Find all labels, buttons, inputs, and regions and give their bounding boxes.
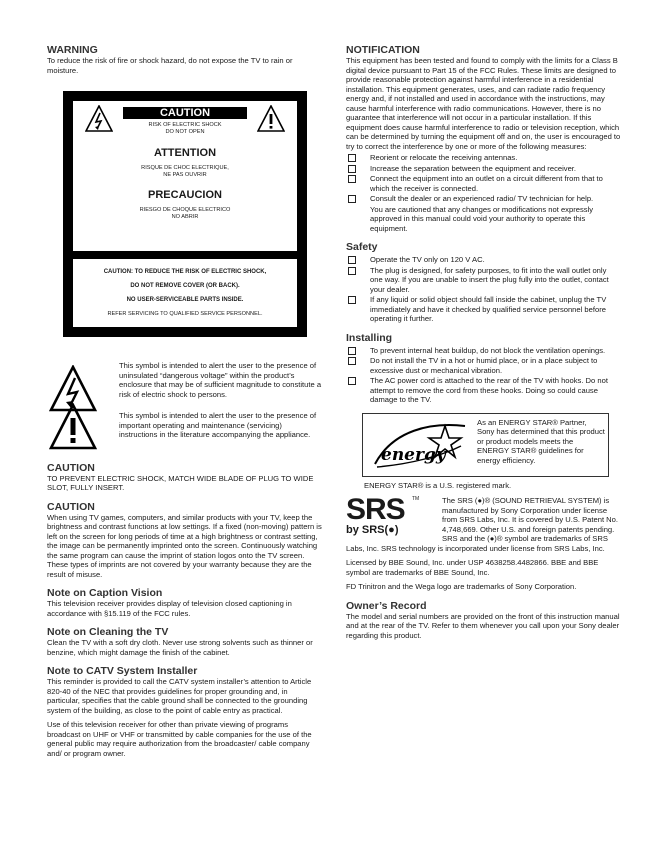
svg-text:energy: energy: [381, 444, 446, 465]
installing-title: Installing: [346, 331, 393, 344]
catv-text-1: This reminder is provided to call the CATV system installer’s attention to Article 820-40 of the NEC that provides guidelines for proper grounding and, in particular, specifies that the cable ground shall be connected to the grounding system of the building, as close to the point of cable entry as practical.: [47, 677, 312, 715]
precaucion-sub2: NO ABRIR: [171, 214, 199, 220]
list-item: Consult the dealer or an experienced radio/ TV technician for help.: [346, 194, 621, 204]
caution-label-bottom: [73, 259, 297, 327]
attention-title: ATTENTION: [153, 147, 217, 159]
installing-list: [346, 346, 621, 405]
caption-title: Note on Caption Vision: [47, 587, 163, 599]
list-item: If any liquid or solid object should fall inside the cabinet, unplug the TV immediately and have it checked by qualified service personnel before operating it further.: [346, 295, 621, 324]
srs-text: The SRS (●)® (SOUND RETRIEVAL SYSTEM) is manufactured by Sony Corporation under license from SRS Labs, Inc. It is covered by U.S. Patent No. 4,748,669. Other U.S. and foreign patents pending. SRS and the (●)® symbol are trademarks of SRS Labs, Inc. SRS technology is incorporated under license from SRS Labs, Inc.: [346, 496, 618, 553]
caution-en-sub2: DO NOT OPEN: [165, 129, 205, 135]
caption-text: This television receiver provides display of television closed captioning in accordance with §15.119 of the FCC rules.: [47, 599, 292, 618]
srs-section: [346, 493, 621, 553]
precaucion-sub1: RIESGO DE CHOQUE ELECTRICO: [139, 207, 231, 213]
owners-title: Owner’s Record: [346, 599, 427, 612]
caution-line3: NO USER-SERVICEABLE PARTS INSIDE.: [126, 297, 244, 303]
caution-games-title: CAUTION: [47, 500, 95, 513]
voltage-symbol-row: [47, 361, 322, 399]
caution-label-top: [73, 101, 297, 251]
list-item: To prevent internal heat buildup, do not block the ventilation openings.: [346, 346, 621, 356]
trinitron-text: FD Trinitron and the Wega logo are trademarks of Sony Corporation.: [346, 582, 577, 591]
cleaning-title: Note on Cleaning the TV: [47, 626, 169, 638]
energy-star-box: [362, 413, 609, 477]
exclamation-symbol-text: This symbol is intended to alert the user to the presence of important operating and maintenance (servicing) instructions in the literature accompanying the appliance.: [119, 411, 317, 439]
caution-banner: CAUTION: [123, 107, 247, 119]
warning-title: WARNING: [47, 44, 98, 56]
left-column: [47, 44, 322, 758]
notification-title: NOTIFICATION: [346, 44, 420, 56]
attention-sub1: RISQUE DE CHOC ELECTRIQUE,: [141, 165, 229, 171]
owners-text: The model and serial numbers are provided on the front of this instruction manual and at the rear of the TV. Refer to them whenever you call upon your Sony dealer regarding this product.: [346, 611, 620, 640]
energy-star-trademark: ENERGY STAR® is a U.S. registered mark.: [364, 480, 512, 490]
exclamation-symbol-row: [47, 411, 322, 440]
lightning-warning-icon: [85, 105, 113, 133]
caution-line4: REFER SERVICING TO QUALIFIED SERVICE PERSONNEL.: [107, 311, 263, 317]
notification-after: You are cautioned that any changes or modifications not expressly approved in this manual could void your authority to operate this equipment.: [370, 204, 594, 233]
list-item: The AC power cord is attached to the rear of the TV with hooks. Do not attempt to remove the cord from these hooks. Doing so could cause damage to the TV.: [346, 376, 621, 405]
bbe-text: Licensed by BBE Sound, Inc. under USP 4638258.4482866. BBE and BBE symbol are trademarks of BBE Sound, Inc.: [346, 558, 599, 577]
precaucion-title: PRECAUCION: [148, 189, 222, 201]
energy-star-logo: [371, 420, 469, 470]
caution-plug-text: TO PREVENT ELECTRIC SHOCK, MATCH WIDE BLADE OF PLUG TO WIDE SLOT, FULLY INSERT.: [47, 473, 314, 492]
srs-logo-text: SRS: [346, 493, 405, 526]
list-item: Operate the TV only on 120 V AC.: [346, 255, 621, 265]
list-item: The plug is designed, for safety purposes, to fit into the wall outlet only one way. If you are unable to insert the plug fully into the outlet, contact your dealer.: [346, 266, 621, 295]
exclamation-warning-icon: [49, 403, 97, 451]
srs-logo: [346, 493, 420, 536]
cleaning-text: Clean the TV with a soft dry cloth. Never use strong solvents such as thinner or benzine, which might damage the finish of the cabinet.: [47, 638, 313, 657]
srs-logo-tm: TM: [412, 496, 420, 502]
voltage-symbol-text: This symbol is intended to alert the user to the presence of uninsulated “dangerous voltage” within the product’s enclosure that may be of sufficient magnitude to constitute a risk of electric shock to persons.: [119, 361, 322, 399]
list-item: Reorient or relocate the receiving antennas.: [346, 153, 621, 163]
notification-text: This equipment has been tested and found to comply with the limits for a Class B digital device pursuant to Part 15 of the FCC Rules. These limits are designed to provide reasonable protection against harmful interference in a residential installation. This equipment generates, uses, and can radiate radio frequency energy and, if not installed and used in accordance with the instructions, may cause harmful interference with radio communications. However, there is no guarantee that interference will not occur in a particular installation. If this equipment does cause harmful interference to radio or television reception, which can be determined by turning the equipment off and on, the user is encouraged to try to correct the interference by one or more of the following measures:: [346, 56, 621, 151]
attention-sub2: NE PAS OUVRIR: [163, 172, 207, 178]
caution-plug-title: CAUTION: [47, 461, 95, 474]
right-column: [346, 44, 621, 640]
list-item: Increase the separation between the equipment and receiver.: [346, 164, 621, 174]
caution-line1: CAUTION: TO REDUCE THE RISK OF ELECTRIC SHOCK,: [103, 269, 267, 275]
warning-text: To reduce the risk of fire or shock hazard, do not expose the TV to rain or moisture.: [47, 56, 293, 75]
catv-text-2: Use of this television receiver for other than private viewing of programs broadcast on UHF or VHF or transmitted by cable companies for the use of the general public may require authorization from the broadcaster/ cable company and/ or program owner.: [47, 720, 312, 758]
caution-en-sub1: RISK OF ELECTRIC SHOCK: [148, 122, 222, 128]
caution-games-text: When using TV games, computers, and similar products with your TV, keep the brightness and contrast functions at low settings. If a fixed (non-moving) pattern is left on the screen for long periods of time at a high brightness or contrast setting, the image can be permanently imprinted onto the screen. Continuously watching the same program can cause the imprint of station logos onto the TV screen. These types of imprints are not covered by your warranty because they are the result of misuse.: [47, 512, 322, 579]
safety-list: [346, 255, 621, 324]
catv-title: Note to CATV System Installer: [47, 665, 198, 677]
srs-logo-sub: by SRS(●): [346, 524, 399, 536]
caution-line2: DO NOT REMOVE COVER (OR BACK).: [130, 283, 240, 289]
exclamation-warning-icon: [257, 105, 285, 133]
energy-star-text: As an ENERGY STAR® Partner, Sony has determined that this product or product models meets the ENERGY STAR® guidelines for energy efficiency.: [477, 417, 605, 465]
list-item: Connect the equipment into an outlet on a circuit different from that to which the receiver is connected.: [346, 174, 621, 193]
caution-label-box: [63, 91, 307, 337]
notification-list: [346, 153, 621, 204]
list-item: Do not install the TV in a hot or humid place, or in a place subject to excessive dust or mechanical vibration.: [346, 356, 621, 375]
safety-title: Safety: [346, 241, 378, 253]
